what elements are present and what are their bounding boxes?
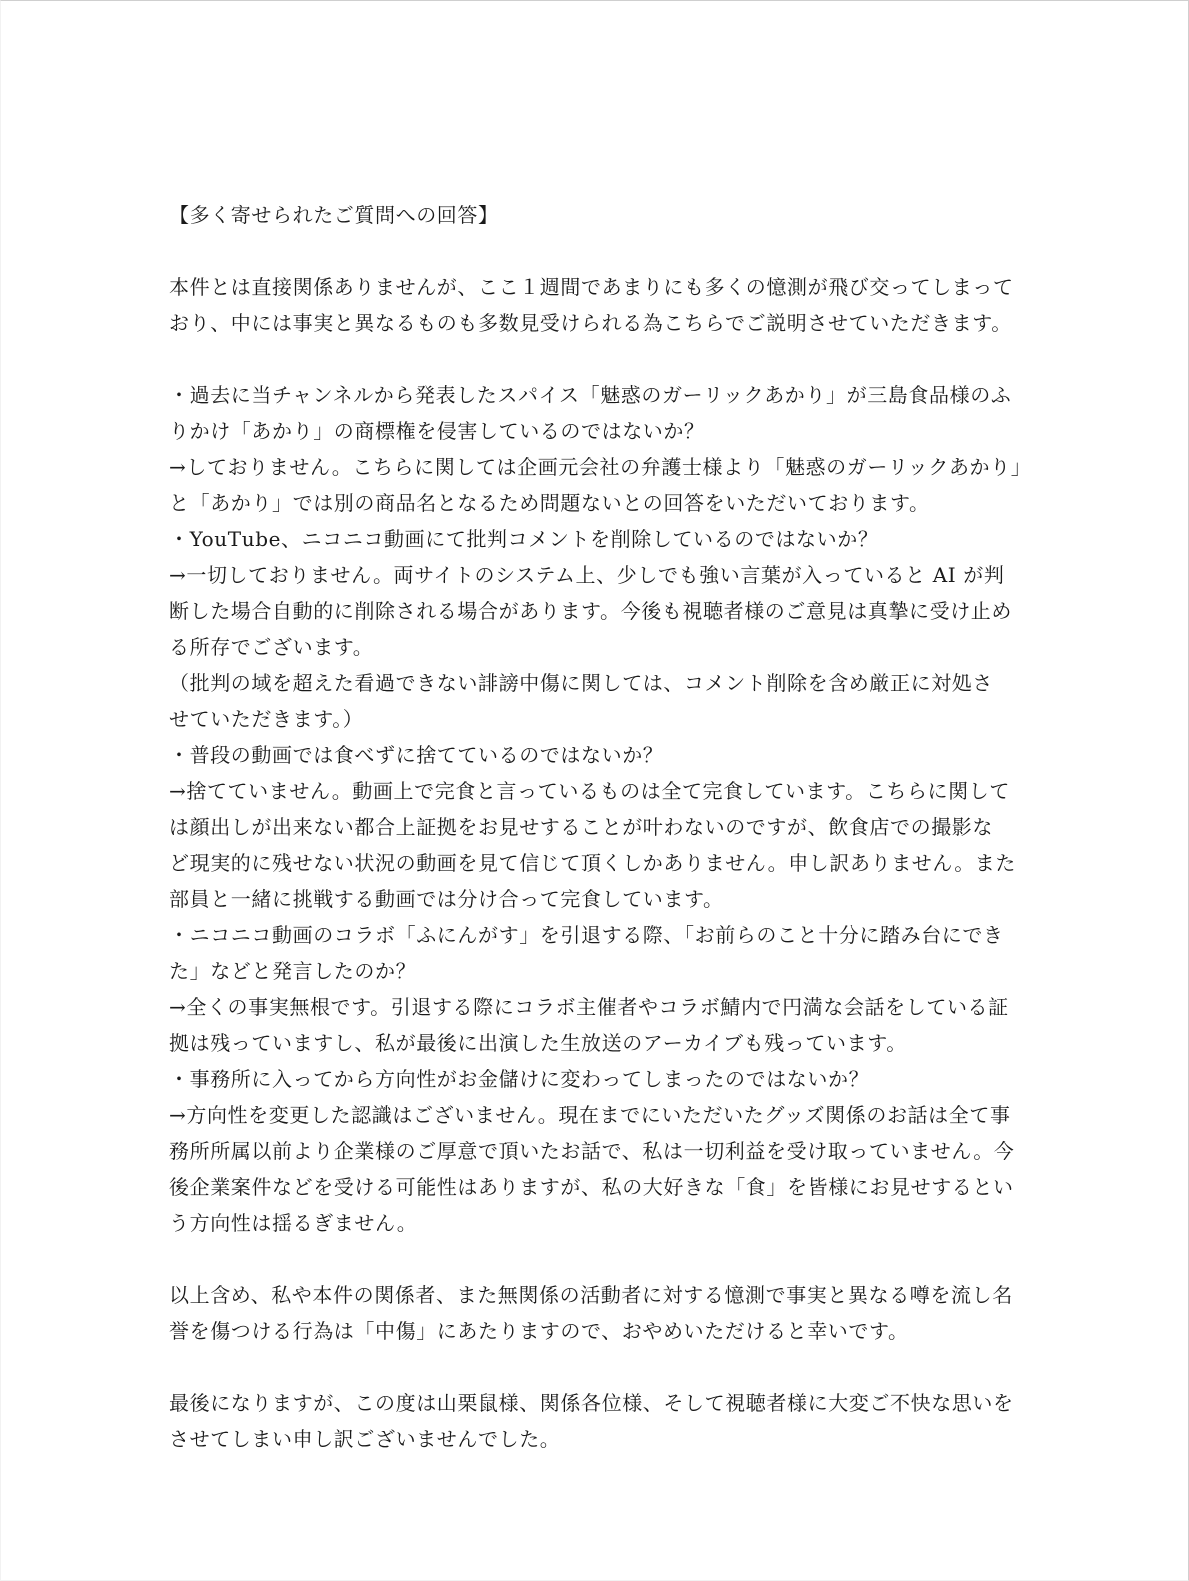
text-line: 断した場合自動的に削除される場合があります。今後も視聴者様のご意見は真摯に受け止め <box>169 599 1012 623</box>
text-line: 以上含め、私や本件の関係者、また無関係の活動者に対する憶測で事実と異なる噂を流し名 <box>169 1283 1013 1307</box>
text-line: おり、中には事実と異なるものも多数見受けられる為こちらでご説明させていただきます。 <box>169 311 1012 335</box>
text-line: る所存でございます。 <box>169 635 374 659</box>
text-line: させてしまい申し訳ございませんでした。 <box>169 1427 561 1451</box>
text-line: ・YouTube、ニコニコ動画にて批判コメントを削除しているのではないか？ <box>169 527 879 551</box>
text-line: （批判の域を超えた看過できない誹謗中傷に関しては、コメント削除を含め厳正に対処さ <box>169 671 993 695</box>
intro-paragraph <box>169 269 1019 341</box>
paragraph-spacer <box>169 341 1019 377</box>
text-line: ど現実的に残せない状況の動画を見て信じて頂くしかありません。申し訳ありません。また <box>169 851 1016 875</box>
text-line: →捨てていません。動画上で完食と言っているものは全て完食しています。こちらに関して <box>169 779 1010 803</box>
closing-paragraph <box>169 1385 1019 1457</box>
document-heading: 【多く寄せられたご質問への回答】 <box>169 203 499 227</box>
text-line: ・ニコニコ動画のコラボ「ふにんがす」を引退する際、「お前らのこと十分に踏み台にでき <box>169 923 1004 947</box>
text-line: 後企業案件などを受ける可能性はありますが、私の大好きな「食」を皆様にお見せするとい <box>169 1175 1014 1199</box>
text-line: →全くの事実無根です。引退する際にコラボ主催者やコラボ鯖内で円満な会話をしている証 <box>169 995 1009 1019</box>
paragraph-spacer <box>169 1241 1019 1277</box>
text-line: は顔出しが出来ない都合上証拠をお見せすることが叶わないのですが、飲食店での撮影な <box>169 815 993 839</box>
text-line: 本件とは直接関係ありませんが、ここ１週間であまりにも多くの憶測が飛び交ってしまって <box>169 275 1014 299</box>
text-line: ・普段の動画では食べずに捨てているのではないか？ <box>169 743 664 767</box>
text-line: →方向性を変更した認識はございません。現在までにいただいたグッズ関係のお話は全て事 <box>169 1103 1011 1127</box>
text-line: →しておりません。こちらに関しては企画元会社の弁護士様より「魅惑のガーリックあかり」 <box>169 455 1032 479</box>
text-line: 誉を傷つける行為は「中傷」にあたりますので、おやめいただけると幸いです。 <box>169 1319 909 1343</box>
text-line: ・過去に当チャンネルから発表したスパイス「魅惑のガーリックあかり」が三島食品様のふ <box>169 383 1012 407</box>
text-line: せていただきます。） <box>169 707 364 731</box>
text-line: 拠は残っていますし、私が最後に出演した生放送のアーカイブも残っています。 <box>169 1031 907 1055</box>
text-line: りかけ「あかり」の商標権を侵害しているのではないか？ <box>169 419 705 443</box>
document-body <box>169 197 1032 1457</box>
text-line: う方向性は揺るぎません。 <box>169 1211 418 1235</box>
text-line: →一切しておりません。両サイトのシステム上、少しでも強い言葉が入っていると AI が判 <box>169 563 1005 587</box>
paragraph-spacer <box>169 233 1019 269</box>
paragraph-spacer <box>169 1349 1019 1385</box>
text-line: 務所所属以前より企業様のご厚意で頂いたお話で、私は一切利益を受け取っていません。今 <box>169 1139 1015 1163</box>
text-line: と「あかり」では別の商品名となるため問題ないとの回答をいただいております。 <box>169 491 930 515</box>
qa-section <box>169 377 1032 1241</box>
text-line: 最後になりますが、この度は山栗鼠様、関係各位様、そして視聴者様に大変ご不快な思いを <box>169 1391 1014 1415</box>
text-line: ・事務所に入ってから方向性がお金儲けに変わってしまったのではないか？ <box>169 1067 870 1091</box>
warning-paragraph <box>169 1277 1019 1349</box>
text-line: 部員と一緒に挑戦する動画では分け合って完食しています。 <box>169 887 724 911</box>
text-line: た」などと発言したのか？ <box>169 959 417 983</box>
